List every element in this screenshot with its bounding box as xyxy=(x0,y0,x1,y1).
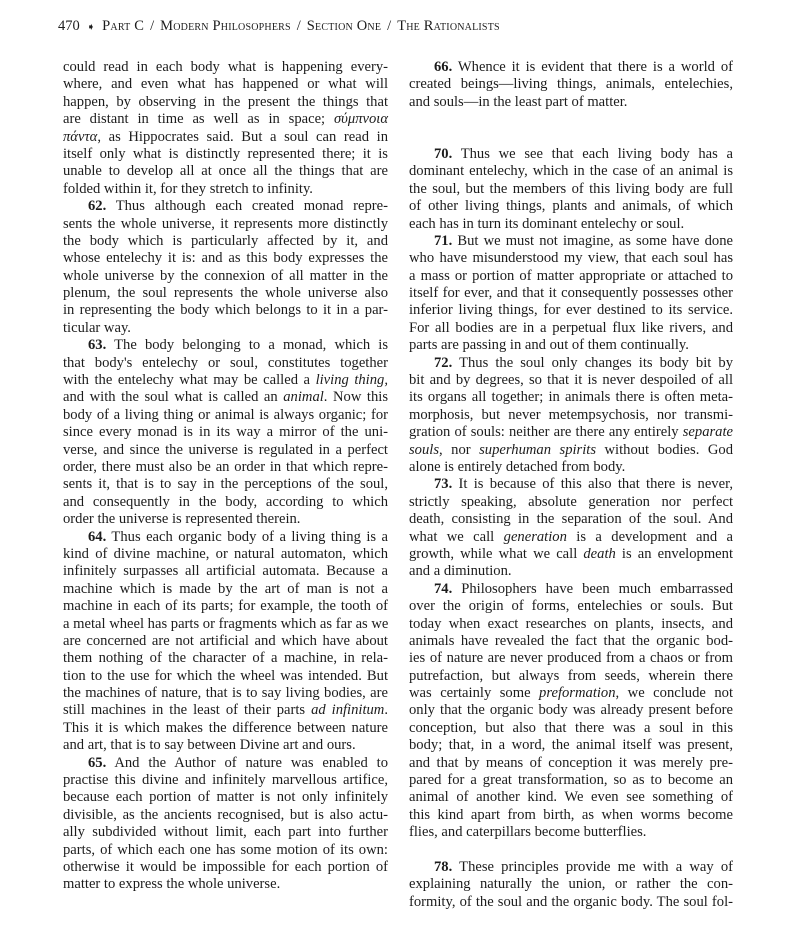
text-segment: body; that, in a word, the animal itself was present, xyxy=(409,737,733,754)
text-segment: And the Author of nature was enabled to xyxy=(106,754,388,771)
text-line xyxy=(63,876,388,893)
italic-text: superhuman spirits xyxy=(479,441,597,458)
text-segment: formity, of the soul and the organic body. The soul fol- xyxy=(409,893,733,910)
text-line xyxy=(409,581,733,598)
text-line xyxy=(409,494,733,511)
text-line xyxy=(63,668,388,685)
text-segment: bit and by degrees, so that it is never despoiled of all xyxy=(409,372,733,389)
right-column xyxy=(409,59,733,911)
text-segment: and a diminution. xyxy=(409,563,512,580)
text-segment: where, and even what has happened or what will xyxy=(63,76,388,93)
text-line xyxy=(409,685,733,702)
text-segment: and art, that is to say between Divine art and ours. xyxy=(63,737,356,754)
text-line xyxy=(63,320,388,337)
text-segment: infinitely surpasses all artificial automata. Because a xyxy=(63,563,388,580)
text-line xyxy=(63,755,388,772)
paragraph-number: 70. xyxy=(434,145,453,162)
text-line xyxy=(409,163,733,180)
text-line xyxy=(63,146,388,163)
text-line xyxy=(409,372,733,389)
italic-text: generation xyxy=(503,528,567,545)
text-segment: , as Hippocrates said. But a soul can read in xyxy=(97,128,388,145)
text-segment: conception, but also that there was a soul in this xyxy=(409,719,733,736)
paragraph-number: 62. xyxy=(88,198,107,215)
text-line xyxy=(409,511,733,528)
header-separator: / xyxy=(387,18,392,34)
paragraph-number: 71. xyxy=(434,232,453,249)
text-line xyxy=(63,685,388,702)
text-line xyxy=(409,650,733,667)
text-segment: folded within it, for they stretch to infinity. xyxy=(63,180,313,197)
text-segment: was certainly some xyxy=(409,685,540,702)
text-line xyxy=(63,842,388,859)
text-segment: This it is which makes the difference between nature xyxy=(63,719,388,736)
text-line xyxy=(409,876,733,893)
text-segment: , we conclude not xyxy=(615,685,734,702)
text-segment: of other living things, plants and animals, of which xyxy=(409,198,733,215)
text-line xyxy=(409,233,733,250)
text-line xyxy=(63,546,388,563)
text-segment: them nothing of the character of a machine, in rela- xyxy=(63,650,388,667)
text-segment: flies, and caterpillars become butterflies. xyxy=(409,824,647,841)
text-segment: parts, of which each one has some motion of its own: xyxy=(63,841,388,858)
text-segment: parts are passing in and out of them continually. xyxy=(409,337,689,354)
text-segment: plenum, the soul represents the whole universe also xyxy=(63,285,388,302)
text-segment: Thus although each created monad repre- xyxy=(106,198,388,215)
text-segment: putrefaction, but always from seeds, wherein there xyxy=(409,667,733,684)
text-line xyxy=(409,76,733,93)
text-segment: since every monad is in its way a mirror of the uni- xyxy=(63,424,388,441)
text-line xyxy=(409,424,733,441)
text-segment: tion to the use for which the wheel was intended. But xyxy=(63,667,388,684)
text-segment: animal of another kind. We even see something of xyxy=(409,789,733,806)
text-line xyxy=(409,250,733,267)
text-line xyxy=(63,268,388,285)
text-segment: But we must not imagine, as some have done xyxy=(452,232,733,249)
text-segment: the body which is particularly affected by it, and xyxy=(63,232,388,249)
text-segment: still machines in the least of their parts xyxy=(63,702,312,719)
text-line xyxy=(409,529,733,546)
text-line xyxy=(409,355,733,372)
text-segment: animals have revealed the fact that the organic bod- xyxy=(409,632,733,649)
text-line xyxy=(63,720,388,737)
text-line xyxy=(63,459,388,476)
text-line xyxy=(409,442,733,459)
text-line xyxy=(63,233,388,250)
text-segment: and with the soul what is called an xyxy=(63,389,284,406)
paragraph-gap xyxy=(409,129,733,146)
text-segment: Philosophers have been much embarrassed xyxy=(452,580,733,597)
text-segment: dominant entelechy, which in the case of an animal is xyxy=(409,163,733,180)
text-segment: Thus each organic body of a living thing is a xyxy=(106,528,388,545)
text-line xyxy=(409,894,733,911)
text-segment: and that by means of conception it was merely pre- xyxy=(409,754,733,771)
text-segment: order, there must also be an order in that which repre- xyxy=(63,458,388,475)
text-line xyxy=(63,633,388,650)
text-line xyxy=(63,494,388,511)
text-line xyxy=(409,668,733,685)
text-segment: pared for a great transformation, so as to become an xyxy=(409,772,733,789)
text-line xyxy=(63,250,388,267)
text-segment: its organs all together; in animals there is often meta- xyxy=(409,389,733,406)
text-segment: For all bodies are in a perpetual flux like rivers, and xyxy=(409,319,733,336)
text-line xyxy=(409,755,733,772)
text-segment: matter to express the whole universe. xyxy=(63,876,281,893)
paragraph-number: 63. xyxy=(88,337,107,354)
text-line xyxy=(409,320,733,337)
text-line xyxy=(63,702,388,719)
text-segment: machine which is made by the art of man is not a xyxy=(63,580,388,597)
page-number: 470 xyxy=(58,18,80,34)
text-segment: with the entelechy what may be called a xyxy=(63,372,316,389)
text-segment: sents it, that is to say in the perceptions of the soul, xyxy=(63,476,388,493)
text-line xyxy=(409,285,733,302)
header-section: Section One xyxy=(306,18,382,34)
header-part: Part C xyxy=(102,18,145,34)
text-line xyxy=(63,476,388,493)
text-line xyxy=(409,216,733,233)
text-line xyxy=(63,650,388,667)
text-line xyxy=(409,181,733,198)
text-segment: The body belonging to a monad, which is xyxy=(106,337,388,354)
paragraph-number: 78. xyxy=(434,858,453,875)
text-segment: and consequently in the body, according to which xyxy=(63,493,388,510)
header-section-title: Modern Philosophers xyxy=(160,18,291,34)
left-column xyxy=(63,59,388,894)
running-header xyxy=(58,18,500,35)
italic-text: souls xyxy=(409,441,440,458)
text-segment: inferior living things, for ever destined to its service. xyxy=(409,302,733,319)
text-segment: itself only what is distinctly represented there; it is xyxy=(63,145,388,162)
paragraph-gap xyxy=(409,111,733,128)
text-segment: because each portion of matter is not only infinitely xyxy=(63,789,388,806)
text-line xyxy=(63,337,388,354)
text-segment: what we call xyxy=(409,528,504,545)
text-line xyxy=(63,129,388,146)
text-segment: is a development and a xyxy=(566,528,733,545)
text-segment: could read in each body what is happening every- xyxy=(63,59,388,75)
italic-text: death xyxy=(583,545,616,562)
text-segment: in representing the body which belongs to it in a par- xyxy=(63,302,388,319)
text-line xyxy=(63,216,388,233)
paragraph-gap xyxy=(409,842,733,859)
text-segment: only that the organic body was already present before xyxy=(409,702,733,719)
text-line xyxy=(409,146,733,163)
text-segment: happen, by observing in the present the things that xyxy=(63,93,388,110)
text-line xyxy=(63,181,388,198)
text-line xyxy=(63,616,388,633)
text-segment: each has in turn its dominant entelechy or soul. xyxy=(409,215,685,232)
header-subsection: The Rationalists xyxy=(397,18,500,34)
text-segment: kind of divine machine, or natural automaton, which xyxy=(63,545,388,562)
text-segment: It is because of this also that there is never, xyxy=(452,476,733,493)
text-segment: is an envelopment xyxy=(615,545,733,562)
paragraph-number: 72. xyxy=(434,354,453,371)
text-line xyxy=(409,337,733,354)
text-segment: whose entelechy it is: and as this body expresses the xyxy=(63,250,388,267)
text-line xyxy=(63,789,388,806)
paragraph-number: 64. xyxy=(88,528,107,545)
text-segment: . xyxy=(384,702,388,719)
text-line xyxy=(409,772,733,789)
text-segment: body of a living thing or animal is always organic; for xyxy=(63,406,388,423)
text-segment: itself for ever, and that it consequently possesses other xyxy=(409,285,733,302)
text-segment: machine in each of its parts; for example, the tooth of xyxy=(63,598,388,615)
text-line xyxy=(63,737,388,754)
text-segment: strictly speaking, absolute generation nor perfect xyxy=(409,493,733,510)
text-line xyxy=(63,424,388,441)
text-line xyxy=(409,407,733,424)
text-segment: a mass or portion of matter appropriate or attached to xyxy=(409,267,733,284)
text-segment: over the origin of forms, entelechies or souls. But xyxy=(409,598,733,615)
text-segment: order the universe is represented therein. xyxy=(63,511,301,528)
text-line xyxy=(409,616,733,633)
text-line xyxy=(409,737,733,754)
text-line xyxy=(63,511,388,528)
text-line xyxy=(409,198,733,215)
text-segment: this kind apart from birth, as when worms become xyxy=(409,806,733,823)
text-segment: a metal wheel has parts or fragments which as far as we xyxy=(63,615,389,632)
italic-text: preformation xyxy=(539,685,616,702)
text-segment: that body's entelechy or soul, constitutes together xyxy=(63,354,388,371)
text-segment: . Now this xyxy=(323,389,388,406)
text-line xyxy=(409,859,733,876)
text-line xyxy=(63,772,388,789)
paragraph-number: 74. xyxy=(434,580,453,597)
italic-text: πάντα xyxy=(63,128,98,145)
text-line xyxy=(409,824,733,841)
text-line xyxy=(409,302,733,319)
text-line xyxy=(409,389,733,406)
text-line xyxy=(63,198,388,215)
text-segment: Thus the soul only changes its body bit by xyxy=(452,354,733,371)
text-line xyxy=(409,459,733,476)
text-segment: verse, and since the universe is regulated in a perfect xyxy=(63,441,388,458)
text-line xyxy=(409,633,733,650)
text-segment: without bodies. God xyxy=(596,441,733,458)
text-line xyxy=(63,581,388,598)
text-line xyxy=(63,76,388,93)
text-line xyxy=(63,163,388,180)
text-line xyxy=(63,529,388,546)
paragraph-number: 73. xyxy=(434,476,453,493)
text-segment: ticular way. xyxy=(63,319,131,336)
text-line xyxy=(63,59,388,76)
text-line xyxy=(63,563,388,580)
text-segment: These principles provide me with a way of xyxy=(452,858,733,875)
text-segment: morphosis, but never metempsychosis, nor transmi- xyxy=(409,406,733,423)
text-segment: created beings—living things, animals, entelechies, xyxy=(409,76,733,93)
text-line xyxy=(63,302,388,319)
text-line xyxy=(63,807,388,824)
text-line xyxy=(409,546,733,563)
text-line xyxy=(409,598,733,615)
text-segment: otherwise it would be impossible for each portion of xyxy=(63,858,388,875)
text-line xyxy=(63,285,388,302)
paragraph-number: 65. xyxy=(88,754,107,771)
text-line xyxy=(409,720,733,737)
text-line xyxy=(409,702,733,719)
text-line xyxy=(409,807,733,824)
text-line xyxy=(409,476,733,493)
text-line xyxy=(409,268,733,285)
text-segment: ally subdivided without limit, each part into further xyxy=(63,824,388,841)
text-segment: ies of nature are never produced from a chaos or from xyxy=(409,650,733,667)
text-line xyxy=(63,859,388,876)
italic-text: σύμπνοια xyxy=(333,111,388,128)
text-segment: Whence it is evident that there is a world of xyxy=(452,59,733,75)
text-segment: are distant in time as well as in space; xyxy=(63,111,334,128)
italic-text: ad infinitum xyxy=(311,702,385,719)
text-segment: Thus we see that each living body has a xyxy=(452,145,733,162)
italic-text: animal xyxy=(283,389,324,406)
text-segment: are concerned are not artificial and which have about xyxy=(63,632,388,649)
header-separator: / xyxy=(296,18,301,34)
text-segment: the soul, but the members of this living body are full xyxy=(409,180,733,197)
text-line xyxy=(63,407,388,424)
text-segment: practise this divine and infinitely marvellous artifice, xyxy=(63,772,388,789)
italic-text: living thing, xyxy=(315,372,388,389)
italic-text: separate xyxy=(682,424,733,441)
text-segment: today when exact researches on plants, insects, and xyxy=(409,615,733,632)
text-segment: and souls—in the least part of matter. xyxy=(409,93,628,110)
text-segment: alone is entirely detached from body. xyxy=(409,458,626,475)
text-line xyxy=(63,442,388,459)
text-line xyxy=(63,389,388,406)
text-line xyxy=(63,355,388,372)
header-separator: / xyxy=(150,18,155,34)
text-line xyxy=(63,94,388,111)
text-segment: sents the whole universe, it represents more distinctly xyxy=(63,215,388,232)
text-line xyxy=(409,789,733,806)
text-segment: gration of souls: neither are there any entirely xyxy=(409,424,683,441)
text-segment: the machines of nature, that is to say living bodies, are xyxy=(63,685,388,702)
text-line xyxy=(63,372,388,389)
text-line xyxy=(63,824,388,841)
text-line xyxy=(409,94,733,111)
text-line xyxy=(409,59,733,76)
paragraph-number: 66. xyxy=(434,59,453,75)
text-segment: divisible, as the ancients recognised, but is also actu- xyxy=(63,806,388,823)
text-segment: death, consisting in the separation of the soul. And xyxy=(409,511,733,528)
text-segment: unable to develop all at once all the things that are xyxy=(63,163,388,180)
text-segment: whole universe by the connexion of all matter in the xyxy=(63,267,388,284)
text-segment: growth, while what we call xyxy=(409,545,584,562)
arrow-bullet-icon: ➧ xyxy=(86,22,96,33)
text-segment: , nor xyxy=(439,441,480,458)
text-line xyxy=(63,598,388,615)
text-line xyxy=(63,111,388,128)
text-line xyxy=(409,563,733,580)
text-segment: who have misunderstood my view, that each soul has xyxy=(409,250,733,267)
text-segment: explaining naturally the union, or rather the con- xyxy=(409,876,733,893)
